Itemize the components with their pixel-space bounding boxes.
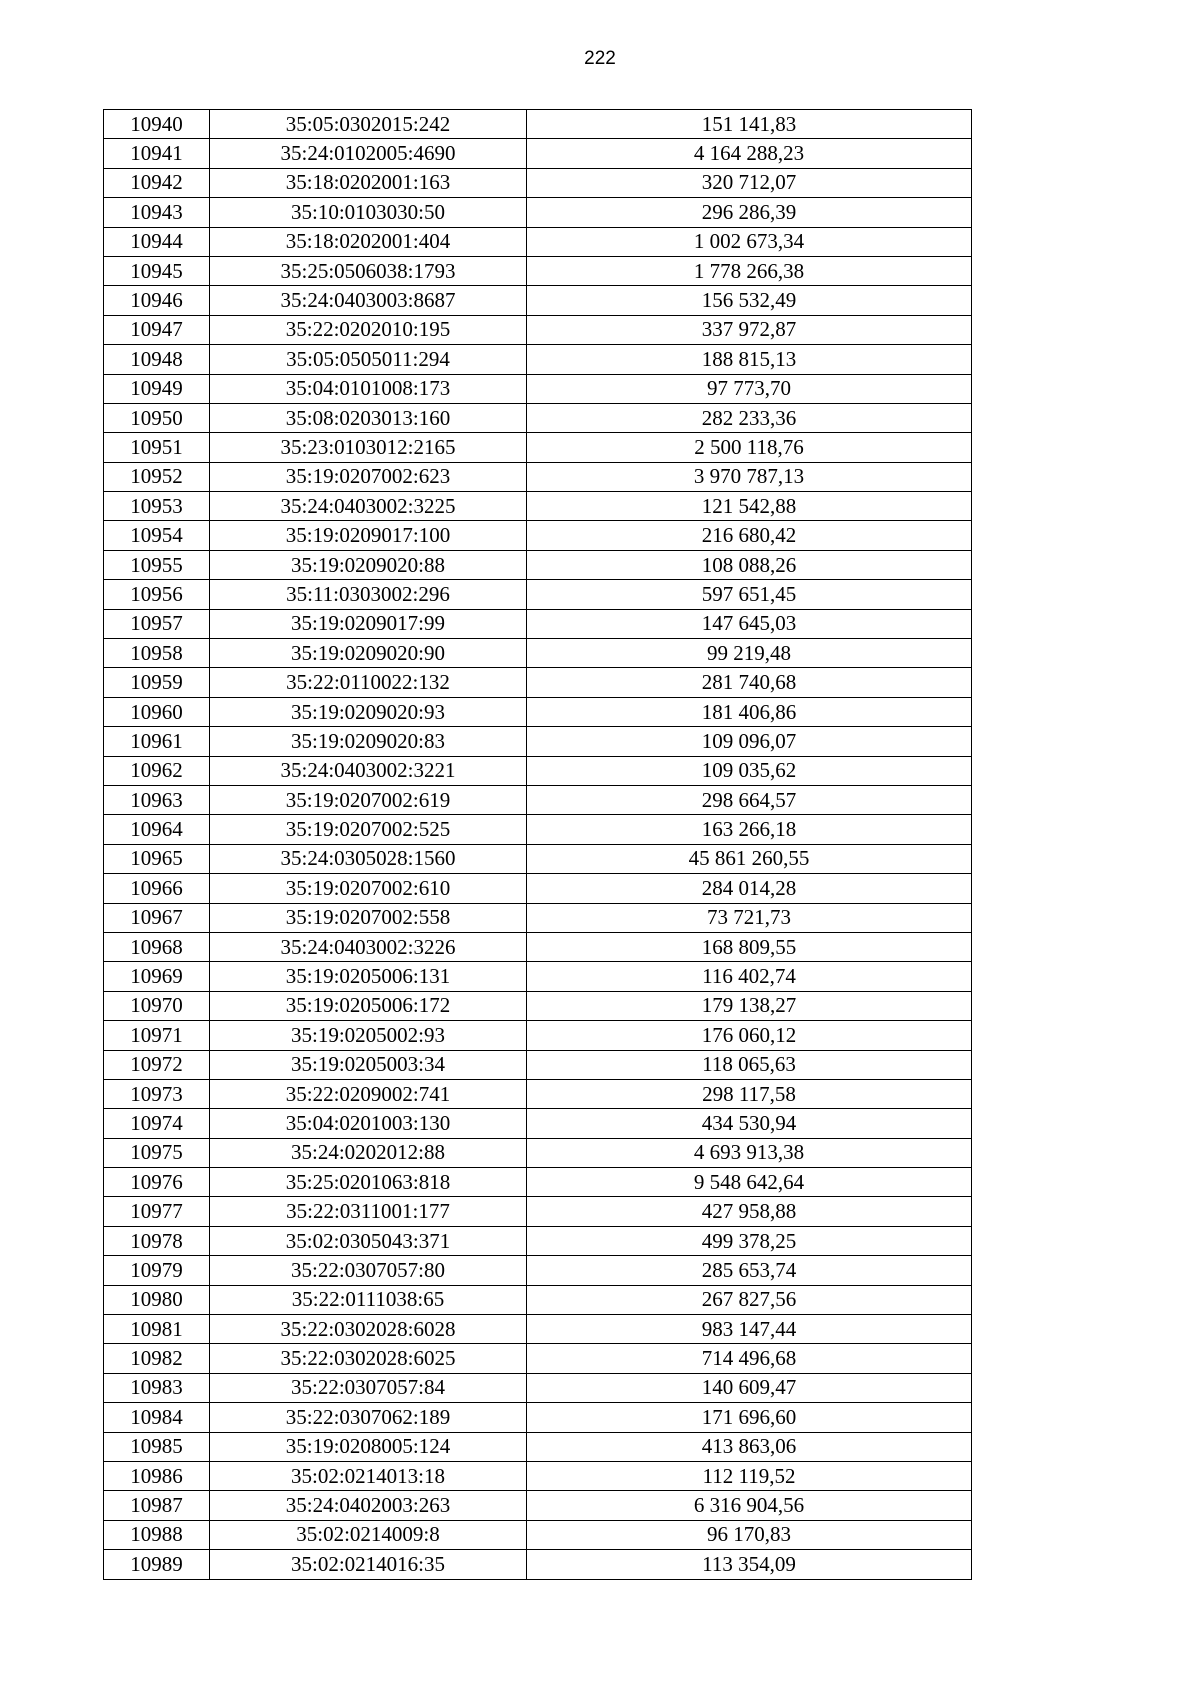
page-number: 222 bbox=[584, 48, 616, 69]
row-number-cell: 10979 bbox=[104, 1256, 210, 1285]
table-row bbox=[104, 433, 972, 462]
cadastral-value-cell: 151 141,83 bbox=[527, 110, 972, 139]
cadastral-value-cell: 9 548 642,64 bbox=[527, 1168, 972, 1197]
table-row bbox=[104, 815, 972, 844]
table-row bbox=[104, 844, 972, 873]
table-row bbox=[104, 286, 972, 315]
cadastral-number-cell: 35:22:0307062:189 bbox=[210, 1403, 527, 1432]
cadastral-number-cell: 35:10:0103030:50 bbox=[210, 198, 527, 227]
table-row bbox=[104, 1226, 972, 1255]
cadastral-number-cell: 35:19:0209020:90 bbox=[210, 639, 527, 668]
cadastral-number-cell: 35:02:0214016:35 bbox=[210, 1550, 527, 1579]
table-row bbox=[104, 609, 972, 638]
cadastral-number-cell: 35:24:0202012:88 bbox=[210, 1138, 527, 1167]
cadastral-value-cell: 109 096,07 bbox=[527, 727, 972, 756]
cadastral-value-cell: 3 970 787,13 bbox=[527, 462, 972, 491]
table-row bbox=[104, 1315, 972, 1344]
table-row bbox=[104, 521, 972, 550]
table-row bbox=[104, 697, 972, 726]
cadastral-number-cell: 35:19:0205006:131 bbox=[210, 962, 527, 991]
row-number-cell: 10940 bbox=[104, 110, 210, 139]
row-number-cell: 10976 bbox=[104, 1168, 210, 1197]
cadastral-number-cell: 35:22:0110022:132 bbox=[210, 668, 527, 697]
row-number-cell: 10986 bbox=[104, 1461, 210, 1490]
table-row bbox=[104, 1021, 972, 1050]
cadastral-number-cell: 35:22:0111038:65 bbox=[210, 1285, 527, 1314]
row-number-cell: 10961 bbox=[104, 727, 210, 756]
cadastral-number-cell: 35:19:0209020:88 bbox=[210, 550, 527, 579]
row-number-cell: 10970 bbox=[104, 991, 210, 1020]
cadastral-number-cell: 35:19:0209020:93 bbox=[210, 697, 527, 726]
table-row bbox=[104, 256, 972, 285]
cadastral-number-cell: 35:19:0207002:558 bbox=[210, 903, 527, 932]
table-body bbox=[104, 110, 972, 1580]
cadastral-number-cell: 35:05:0505011:294 bbox=[210, 345, 527, 374]
row-number-cell: 10954 bbox=[104, 521, 210, 550]
cadastral-number-cell: 35:19:0205006:172 bbox=[210, 991, 527, 1020]
cadastral-value-cell: 4 164 288,23 bbox=[527, 139, 972, 168]
cadastral-number-cell: 35:19:0207002:525 bbox=[210, 815, 527, 844]
table-row bbox=[104, 492, 972, 521]
row-number-cell: 10963 bbox=[104, 785, 210, 814]
table-row bbox=[104, 1461, 972, 1490]
table-row bbox=[104, 168, 972, 197]
cadastral-value-cell: 113 354,09 bbox=[527, 1550, 972, 1579]
row-number-cell: 10980 bbox=[104, 1285, 210, 1314]
cadastral-number-cell: 35:04:0101008:173 bbox=[210, 374, 527, 403]
cadastral-number-cell: 35:19:0208005:124 bbox=[210, 1432, 527, 1461]
table-row bbox=[104, 1109, 972, 1138]
row-number-cell: 10989 bbox=[104, 1550, 210, 1579]
cadastral-number-cell: 35:24:0403003:8687 bbox=[210, 286, 527, 315]
cadastral-number-cell: 35:24:0403002:3221 bbox=[210, 756, 527, 785]
cadastral-number-cell: 35:22:0302028:6028 bbox=[210, 1315, 527, 1344]
table-row bbox=[104, 550, 972, 579]
cadastral-number-cell: 35:25:0201063:818 bbox=[210, 1168, 527, 1197]
cadastral-value-cell: 163 266,18 bbox=[527, 815, 972, 844]
cadastral-number-cell: 35:22:0209002:741 bbox=[210, 1079, 527, 1108]
cadastral-number-cell: 35:22:0311001:177 bbox=[210, 1197, 527, 1226]
cadastral-value-cell: 112 119,52 bbox=[527, 1461, 972, 1490]
cadastral-value-cell: 118 065,63 bbox=[527, 1050, 972, 1079]
row-number-cell: 10946 bbox=[104, 286, 210, 315]
cadastral-value-cell: 109 035,62 bbox=[527, 756, 972, 785]
cadastral-number-cell: 35:25:0506038:1793 bbox=[210, 256, 527, 285]
cadastral-value-cell: 298 117,58 bbox=[527, 1079, 972, 1108]
row-number-cell: 10966 bbox=[104, 874, 210, 903]
cadastral-value-cell: 116 402,74 bbox=[527, 962, 972, 991]
row-number-cell: 10949 bbox=[104, 374, 210, 403]
cadastral-number-cell: 35:19:0205002:93 bbox=[210, 1021, 527, 1050]
row-number-cell: 10965 bbox=[104, 844, 210, 873]
row-number-cell: 10948 bbox=[104, 345, 210, 374]
row-number-cell: 10960 bbox=[104, 697, 210, 726]
cadastral-number-cell: 35:19:0207002:619 bbox=[210, 785, 527, 814]
cadastral-number-cell: 35:24:0305028:1560 bbox=[210, 844, 527, 873]
row-number-cell: 10987 bbox=[104, 1491, 210, 1520]
cadastral-value-cell: 1 002 673,34 bbox=[527, 227, 972, 256]
cadastral-number-cell: 35:22:0302028:6025 bbox=[210, 1344, 527, 1373]
cadastral-value-cell: 267 827,56 bbox=[527, 1285, 972, 1314]
table-row bbox=[104, 727, 972, 756]
cadastral-value-cell: 181 406,86 bbox=[527, 697, 972, 726]
row-number-cell: 10982 bbox=[104, 1344, 210, 1373]
row-number-cell: 10958 bbox=[104, 639, 210, 668]
row-number-cell: 10942 bbox=[104, 168, 210, 197]
cadastral-value-cell: 597 651,45 bbox=[527, 580, 972, 609]
cadastral-number-cell: 35:11:0303002:296 bbox=[210, 580, 527, 609]
cadastral-value-cell: 99 219,48 bbox=[527, 639, 972, 668]
row-number-cell: 10985 bbox=[104, 1432, 210, 1461]
cadastral-number-cell: 35:24:0403002:3226 bbox=[210, 932, 527, 961]
cadastral-number-cell: 35:05:0302015:242 bbox=[210, 110, 527, 139]
table-row bbox=[104, 1373, 972, 1402]
cadastral-value-cell: 281 740,68 bbox=[527, 668, 972, 697]
row-number-cell: 10955 bbox=[104, 550, 210, 579]
cadastral-number-cell: 35:19:0209020:83 bbox=[210, 727, 527, 756]
table-row bbox=[104, 315, 972, 344]
cadastral-value-cell: 176 060,12 bbox=[527, 1021, 972, 1050]
cadastral-number-cell: 35:23:0103012:2165 bbox=[210, 433, 527, 462]
cadastral-number-cell: 35:18:0202001:163 bbox=[210, 168, 527, 197]
row-number-cell: 10977 bbox=[104, 1197, 210, 1226]
cadastral-value-cell: 216 680,42 bbox=[527, 521, 972, 550]
row-number-cell: 10983 bbox=[104, 1373, 210, 1402]
table-row bbox=[104, 1344, 972, 1373]
cadastral-value-cell: 298 664,57 bbox=[527, 785, 972, 814]
row-number-cell: 10957 bbox=[104, 609, 210, 638]
table-row bbox=[104, 374, 972, 403]
table-row bbox=[104, 110, 972, 139]
row-number-cell: 10964 bbox=[104, 815, 210, 844]
table-row bbox=[104, 403, 972, 432]
cadastral-value-cell: 320 712,07 bbox=[527, 168, 972, 197]
row-number-cell: 10956 bbox=[104, 580, 210, 609]
table-row bbox=[104, 1138, 972, 1167]
table-row bbox=[104, 580, 972, 609]
cadastral-value-table bbox=[103, 109, 972, 1580]
table-row bbox=[104, 756, 972, 785]
cadastral-value-cell: 171 696,60 bbox=[527, 1403, 972, 1432]
cadastral-value-cell: 140 609,47 bbox=[527, 1373, 972, 1402]
cadastral-value-cell: 156 532,49 bbox=[527, 286, 972, 315]
table-row bbox=[104, 139, 972, 168]
cadastral-value-cell: 284 014,28 bbox=[527, 874, 972, 903]
table-row bbox=[104, 227, 972, 256]
table-row bbox=[104, 345, 972, 374]
cadastral-value-cell: 413 863,06 bbox=[527, 1432, 972, 1461]
row-number-cell: 10969 bbox=[104, 962, 210, 991]
row-number-cell: 10945 bbox=[104, 256, 210, 285]
table-row bbox=[104, 1403, 972, 1432]
cadastral-number-cell: 35:22:0307057:84 bbox=[210, 1373, 527, 1402]
table-row bbox=[104, 1197, 972, 1226]
row-number-cell: 10988 bbox=[104, 1520, 210, 1549]
row-number-cell: 10944 bbox=[104, 227, 210, 256]
row-number-cell: 10968 bbox=[104, 932, 210, 961]
cadastral-value-cell: 427 958,88 bbox=[527, 1197, 972, 1226]
table-row bbox=[104, 1520, 972, 1549]
row-number-cell: 10950 bbox=[104, 403, 210, 432]
table-row bbox=[104, 903, 972, 932]
cadastral-number-cell: 35:19:0205003:34 bbox=[210, 1050, 527, 1079]
cadastral-value-cell: 282 233,36 bbox=[527, 403, 972, 432]
row-number-cell: 10952 bbox=[104, 462, 210, 491]
cadastral-value-cell: 73 721,73 bbox=[527, 903, 972, 932]
table-row bbox=[104, 1550, 972, 1579]
cadastral-number-cell: 35:04:0201003:130 bbox=[210, 1109, 527, 1138]
cadastral-value-cell: 983 147,44 bbox=[527, 1315, 972, 1344]
cadastral-value-cell: 168 809,55 bbox=[527, 932, 972, 961]
cadastral-number-cell: 35:02:0214009:8 bbox=[210, 1520, 527, 1549]
cadastral-value-cell: 296 286,39 bbox=[527, 198, 972, 227]
row-number-cell: 10962 bbox=[104, 756, 210, 785]
table-row bbox=[104, 639, 972, 668]
row-number-cell: 10947 bbox=[104, 315, 210, 344]
cadastral-number-cell: 35:02:0214013:18 bbox=[210, 1461, 527, 1490]
cadastral-value-cell: 188 815,13 bbox=[527, 345, 972, 374]
cadastral-number-cell: 35:19:0207002:623 bbox=[210, 462, 527, 491]
cadastral-value-cell: 2 500 118,76 bbox=[527, 433, 972, 462]
cadastral-value-cell: 97 773,70 bbox=[527, 374, 972, 403]
cadastral-number-cell: 35:24:0102005:4690 bbox=[210, 139, 527, 168]
row-number-cell: 10978 bbox=[104, 1226, 210, 1255]
row-number-cell: 10967 bbox=[104, 903, 210, 932]
table-row bbox=[104, 932, 972, 961]
table-row bbox=[104, 1256, 972, 1285]
table-row bbox=[104, 962, 972, 991]
table-row bbox=[104, 785, 972, 814]
row-number-cell: 10943 bbox=[104, 198, 210, 227]
cadastral-number-cell: 35:08:0203013:160 bbox=[210, 403, 527, 432]
row-number-cell: 10974 bbox=[104, 1109, 210, 1138]
cadastral-value-cell: 337 972,87 bbox=[527, 315, 972, 344]
cadastral-value-cell: 108 088,26 bbox=[527, 550, 972, 579]
cadastral-number-cell: 35:22:0202010:195 bbox=[210, 315, 527, 344]
cadastral-number-cell: 35:18:0202001:404 bbox=[210, 227, 527, 256]
table-row bbox=[104, 1432, 972, 1461]
table-row bbox=[104, 1079, 972, 1108]
cadastral-value-cell: 121 542,88 bbox=[527, 492, 972, 521]
row-number-cell: 10975 bbox=[104, 1138, 210, 1167]
cadastral-value-cell: 45 861 260,55 bbox=[527, 844, 972, 873]
cadastral-value-cell: 285 653,74 bbox=[527, 1256, 972, 1285]
table-row bbox=[104, 1168, 972, 1197]
cadastral-number-cell: 35:19:0207002:610 bbox=[210, 874, 527, 903]
cadastral-number-cell: 35:24:0403002:3225 bbox=[210, 492, 527, 521]
cadastral-number-cell: 35:22:0307057:80 bbox=[210, 1256, 527, 1285]
cadastral-value-cell: 434 530,94 bbox=[527, 1109, 972, 1138]
table-row bbox=[104, 991, 972, 1020]
row-number-cell: 10984 bbox=[104, 1403, 210, 1432]
table-row bbox=[104, 1491, 972, 1520]
row-number-cell: 10971 bbox=[104, 1021, 210, 1050]
cadastral-number-cell: 35:02:0305043:371 bbox=[210, 1226, 527, 1255]
row-number-cell: 10941 bbox=[104, 139, 210, 168]
cadastral-number-cell: 35:19:0209017:100 bbox=[210, 521, 527, 550]
cadastral-value-cell: 714 496,68 bbox=[527, 1344, 972, 1373]
cadastral-value-cell: 1 778 266,38 bbox=[527, 256, 972, 285]
table-row bbox=[104, 462, 972, 491]
cadastral-value-cell: 96 170,83 bbox=[527, 1520, 972, 1549]
row-number-cell: 10973 bbox=[104, 1079, 210, 1108]
table-row bbox=[104, 874, 972, 903]
cadastral-value-cell: 147 645,03 bbox=[527, 609, 972, 638]
row-number-cell: 10972 bbox=[104, 1050, 210, 1079]
table-row bbox=[104, 1285, 972, 1314]
cadastral-value-cell: 6 316 904,56 bbox=[527, 1491, 972, 1520]
table-row bbox=[104, 198, 972, 227]
cadastral-value-cell: 179 138,27 bbox=[527, 991, 972, 1020]
table-row bbox=[104, 668, 972, 697]
cadastral-value-cell: 499 378,25 bbox=[527, 1226, 972, 1255]
cadastral-value-cell: 4 693 913,38 bbox=[527, 1138, 972, 1167]
row-number-cell: 10981 bbox=[104, 1315, 210, 1344]
row-number-cell: 10953 bbox=[104, 492, 210, 521]
cadastral-number-cell: 35:19:0209017:99 bbox=[210, 609, 527, 638]
row-number-cell: 10951 bbox=[104, 433, 210, 462]
table-row bbox=[104, 1050, 972, 1079]
cadastral-number-cell: 35:24:0402003:263 bbox=[210, 1491, 527, 1520]
row-number-cell: 10959 bbox=[104, 668, 210, 697]
